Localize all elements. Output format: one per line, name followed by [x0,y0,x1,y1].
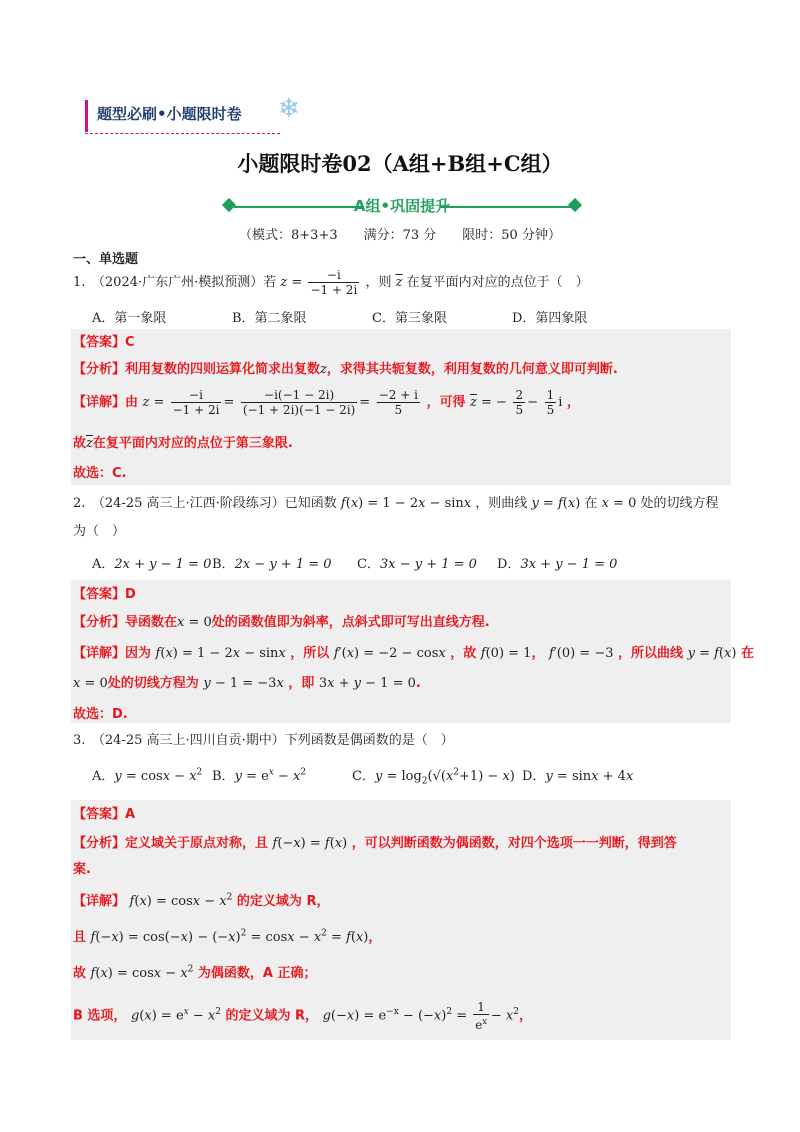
section-banner [222,196,582,218]
option-a[interactable]: A．第一象限 [92,311,167,326]
q3-answer: 【答案】A [73,807,136,822]
snowflake-icon: ❄ [278,94,300,124]
option-d[interactable]: D．3x + y − 1 = 0 [497,557,618,572]
q3-detail-4: B 选项， $g(x) = e^x - x^2$ 的定义域为 R， $g(-x) = e^{-x} - (-x)^2$ = $\frac{1}{e^x}$ − $x^2$， [73,1000,532,1032]
header-divider [85,133,280,134]
section-heading: 一、单选题 [73,252,139,267]
question-3-options [92,765,633,787]
q3-detail-2: 且 $f(-x) = \cos(-x) - (-x)^2 = \cos x - x^2 = f(x)$， [73,928,382,945]
option-c[interactable]: C．第三象限 [372,311,447,326]
q1-detail: 【详解】由 z = $\frac{-i}{-1 + 2i}$ = $\frac{-i(-1 - 2i)}{(-1 + 2i)(-1 - 2i)}$ = $\frac{-2 + i}{5}$ ，可得 $\overline{z}$ = − $\frac{2}{5}$ − $\frac{1}{5}$ i ， [73,388,580,417]
header-tag: 题型必刷•小题限时卷 [97,105,242,123]
question-2-stem-cont: 为（ ） [73,524,126,539]
q1-conclusion: 故$\overline{z}$在复平面内对应的点位于第三象限. [73,436,293,451]
q2-detail-cont: x = 0处的切线方程为 y − 1 = −3x ，即 3x + y − 1 = 0. [73,676,421,691]
option-c[interactable]: C．3x − y + 1 = 0 [357,557,477,572]
option-b[interactable]: B．2x − y + 1 = 0 [212,557,332,572]
q1-answer: 【答案】C [73,335,135,350]
option-b[interactable]: B．$y = e^x - x^2$ [212,767,307,784]
q3-analysis: 【分析】定义域关于原点对称，且 f(−x) = f(x) ，可以判断函数为偶函数，对四个选项一一判断，得到答 [73,836,677,851]
q2-detail: 【详解】因为 f(x) = 1 − 2x − sinx ，所以 f′(x) = −2 − cosx ，故 f(0) = 1， f′(0) = −3 ，所以曲线 y = f(x) 在 [73,646,754,661]
option-c[interactable]: C．$y = \log_2(√(x^2+1) - x)$ [352,767,515,787]
question-2-options [92,553,617,572]
q3-detail-3: 故 $f(x) = \cos x - x^2$ 为偶函数，A 正确； [73,964,317,981]
q2-answer: 【答案】D [73,587,136,602]
header-accent-bar [85,100,88,132]
q1-analysis: 【分析】利用复数的四则运算化简求出复数z，求得其共轭复数，利用复数的几何意义即可判断. [73,362,618,377]
banner-label: A组•巩固提升 [353,197,451,215]
q2-choice: 故选：D. [73,707,128,722]
option-a[interactable]: A．$y = \cos x - x^2$ [92,767,203,784]
option-a[interactable]: A．2x + y − 1 = 0 [92,557,212,572]
option-d[interactable]: D．第四象限 [512,311,588,326]
question-3-stem: 3. （24-25 高三上·四川自贡·期中）下列函数是偶函数的是（ ） [73,733,454,748]
q1-choice: 故选：C. [73,466,127,481]
q3-detail: 【详解】 $f(x) = \cos x - x^2$ 的定义域为 R， [73,892,330,909]
q3-analysis-cont: 案. [73,862,91,877]
option-b[interactable]: B．第二象限 [232,311,307,326]
q2-analysis: 【分析】导函数在x = 0处的函数值即为斜率，点斜式即可写出直线方程. [73,615,490,630]
exam-meta: （模式：8+3+3 满分：73 分 限时：50 分钟） [239,228,561,243]
question-1-options [92,307,587,326]
question-1-stem: 1. （2024·广东广州·模拟预测）若 z = $\frac{-i}{-1 + 2i}$ ，则 $\overline{z}$ 在复平面内对应的点位于（ ） [73,268,589,297]
question-2-stem: 2. （24-25 高三上·江西·阶段练习）已知函数 f(x) = 1 − 2x − sinx ，则曲线 y = f(x) 在 x = 0 处的切线方程 [73,496,719,511]
option-d[interactable]: D．y = sinx + 4x [522,769,634,784]
page-title: 小题限时卷02（A组+B组+C组） [237,151,563,176]
